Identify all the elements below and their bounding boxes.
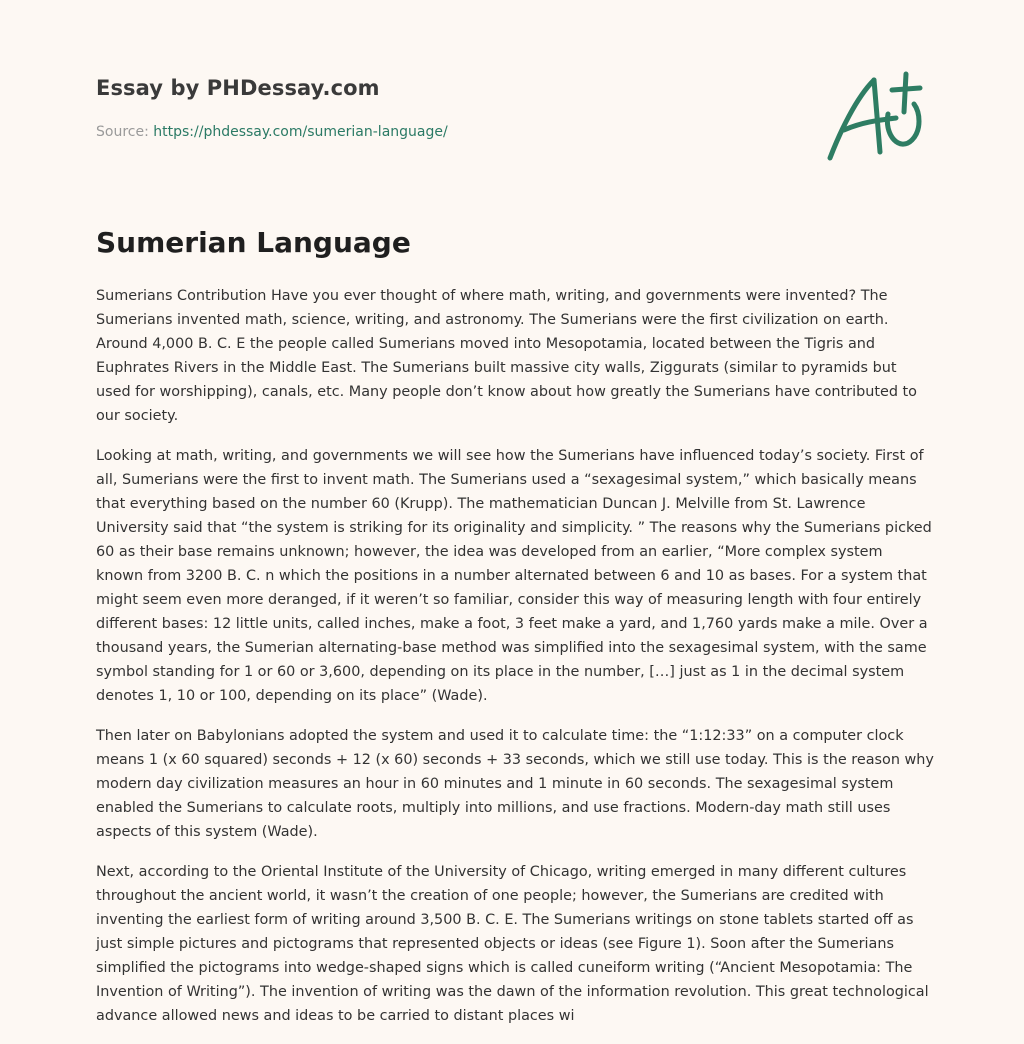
essay-paragraph: Next, according to the Oriental Institute of the University of Chicago, writing emerged in many different cultures throughout the ancient world, it wasn’t the creation of one people; however, the Sumerians are credited with inventing the earliest form of writing around 3,500 B. C. E. The Sumerians writings on stone tablets started off as just simple pictures and pictograms that represented objects or ideas (see Figure 1). Soon after the Sumerians simplified the pictograms into wedge-shaped signs which is called cuneiform writing (“Ancient Mesopotamia: The Invention of Writing”). The invention of writing was the dawn of the information revolution. This great technological advance allowed news and ideas to be carried to distant places wi <box>96 864 929 1024</box>
essay-paragraph: Then later on Babylonians adopted the system and used it to calculate time: the “1:12:33” on a computer clock means 1 (x 60 squared) seconds + 12 (x 60) seconds + 33 seconds, which we still use today. This is the reason why modern day civilization measures an hour in 60 minutes and 1 minute in 60 seconds. The sexagesimal system enabled the Sumerians to calculate roots, multiply into millions, and use fractions. Modern-day math still uses aspects of this system (Wade). <box>96 728 934 840</box>
source-label: Source: <box>96 124 149 140</box>
a-plus-logo-icon <box>822 68 926 164</box>
site-title: Essay by PHDessay.com <box>96 76 380 100</box>
essay-paragraph: Looking at math, writing, and governments we will see how the Sumerians have influenced today’s society. First of all, Sumerians were the first to invent math. The Sumerians used a “sexagesimal system,” which basically means that everything based on the number 60 (Krupp). The mathematician Duncan J. Melville from St. Lawrence University said that “the system is striking for its originality and simplicity. ” The reasons why the Sumerians picked 60 as their base remains unknown; however, the idea was developed from an earlier, “More complex system known from 3200 B. C. n which the positions in a number alternated between 6 and 10 as bases. For a system that might seem even more deranged, if it weren’t so familiar, consider this way of measuring length with four entirely different bases: 12 little units, called inches, make a foot, 3 feet make a yard, and 1,760 yards make a mile. Over a thousand years, the Sumerian alternating-base method was simplified into the sexagesimal system, with the same symbol standing for 1 or 60 or 3,600, depending on its place in the number, […] just as 1 in the decimal system denotes 1, 10 or 100, depending on its place” (Wade). <box>96 448 932 704</box>
essay-body <box>96 284 934 1044</box>
source-line <box>96 124 448 140</box>
essay-title: Sumerian Language <box>96 226 411 259</box>
essay-paragraph: Sumerians Contribution Have you ever thought of where math, writing, and governments were invented? The Sumerians invented math, science, writing, and astronomy. The Sumerians were the first civilization on earth. Around 4,000 B. C. E the people called Sumerians moved into Mesopotamia, located between the Tigris and Euphrates Rivers in the Middle East. The Sumerians built massive city walls, Ziggurats (similar to pyramids but used for worshipping), canals, etc. Many people don’t know about how greatly the Sumerians have contributed to our society. <box>96 288 917 424</box>
source-link[interactable]: https://phdessay.com/sumerian-language/ <box>153 124 448 140</box>
